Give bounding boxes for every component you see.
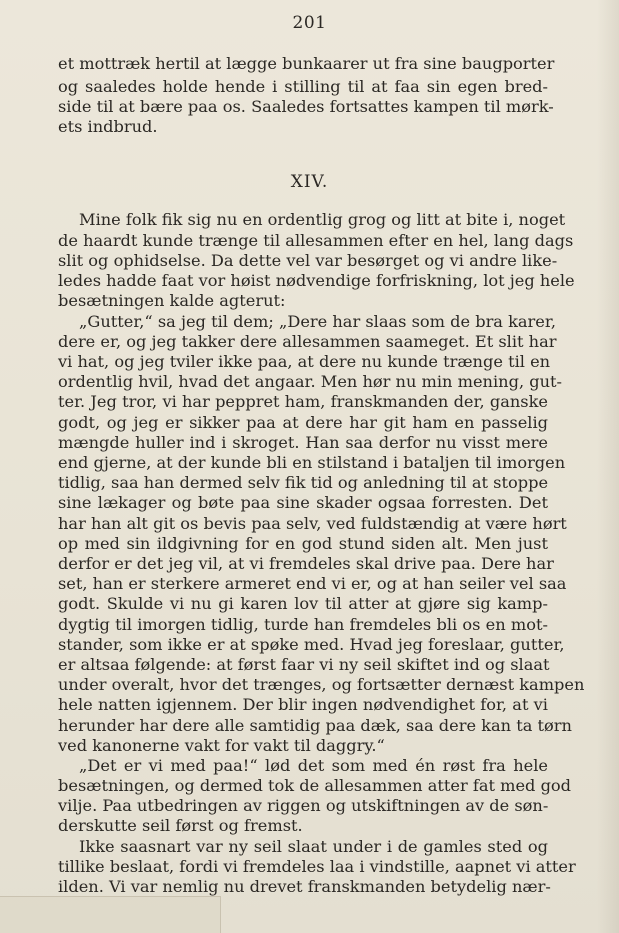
text-line: op med sin ildgivning for en god stund siden alt. Men just <box>58 534 548 553</box>
text-line: herunder har dere alle samtidig paa dæk, saa dere kan ta tørn <box>58 716 572 735</box>
text-line: besætningen kalde agterut: <box>58 291 286 310</box>
text-line: besætningen, og dermed tok de allesammen atter fat med god <box>58 776 572 795</box>
text-line: „Gutter,“ sa jeg til dem; „Dere har slaas som de bra karer, <box>79 312 556 331</box>
text-line: godt, og jeg er sikker paa at dere har git ham en passelig <box>58 413 548 432</box>
text-line: ordentlig hvil, hvad det angaar. Men hør nu min mening, gut- <box>58 372 562 391</box>
text-line: stander, som ikke er at spøke med. Hvad jeg foreslaar, gutter, <box>58 635 565 654</box>
text-line: ledes hadde faat vor høist nødvendige forfriskning, lot jeg hele <box>58 271 575 290</box>
text-line: derfor er det jeg vil, at vi fremdeles skal drive paa. Dere har <box>58 554 554 573</box>
text-line: under overalt, hvor det trænges, og fortsætter dernæst kampen <box>58 675 585 694</box>
page-edge-shadow <box>597 0 619 933</box>
text-line: mængde huller ind i skroget. Han saa derfor nu visst mere <box>58 433 548 452</box>
text-line: har han alt git os bevis paa selv, ved fuldstændig at være hørt <box>58 514 567 533</box>
text-line: tidlig, saa han dermed selv fik tid og anledning til at stoppe <box>58 473 549 492</box>
text-line: dere er, og jeg takker dere allesammen saameget. Et slit har <box>58 332 557 351</box>
text-line: set, han er sterkere armeret end vi er, og at han seiler vel saa <box>58 574 567 593</box>
chapter-heading: XIV. <box>290 172 329 192</box>
text-line: et mottræk hertil at lægge bunkaarer ut fra sine baugporter <box>58 54 555 73</box>
text-line: de haardt kunde trænge til allesammen efter en hel, lang dags <box>58 231 574 250</box>
text-line: slit og ophidselse. Da dette vel var besørget og vi andre like- <box>58 251 558 270</box>
text-line: Ikke saasnart var ny seil slaat under i de gamles sted og <box>79 837 548 856</box>
text-line: er altsaa følgende: at først faar vi ny seil skiftet ind og slaat <box>58 655 550 674</box>
text-line: ter. Jeg tror, vi har peppret ham, franskmanden der, ganske <box>58 392 548 411</box>
text-line: Mine folk fik sig nu en ordentlig grog og litt at bite i, noget <box>79 210 566 229</box>
text-line: godt. Skulde vi nu gi karen lov til atter at gjøre sig kamp- <box>58 594 548 613</box>
scan-artifact <box>0 896 221 933</box>
page-number: 201 <box>292 13 327 33</box>
text-line: ets indbrud. <box>58 117 158 136</box>
text-line: vi hat, og jeg tviler ikke paa, at dere nu kunde trænge til en <box>58 352 551 371</box>
text-line: ved kanonerne vakt for vakt til daggry.“ <box>58 736 385 755</box>
text-line: dygtig til imorgen tidlig, turde han fremdeles bli os en mot- <box>58 615 548 634</box>
text-line: vilje. Paa utbedringen av riggen og utskiftningen av de søn- <box>58 796 549 815</box>
text-line: „Det er vi med paa!“ lød det som med én røst fra hele <box>79 756 548 775</box>
text-line: derskutte seil først og fremst. <box>58 816 303 835</box>
text-line: tillike beslaat, fordi vi fremdeles laa i vindstille, aapnet vi atter <box>58 857 576 876</box>
text-line: og saaledes holde hende i stilling til at faa sin egen bred- <box>58 77 548 96</box>
text-line: ilden. Vi var nemlig nu drevet franskmanden betydelig nær- <box>58 877 551 896</box>
text-line: hele natten igjennem. Der blir ingen nødvendighet for, at vi <box>58 695 548 714</box>
text-line: side til at bære paa os. Saaledes fortsattes kampen til mørk- <box>58 97 554 116</box>
text-line: sine lækager og bøte paa sine skader ogsaa forresten. Det <box>58 493 548 512</box>
text-line: end gjerne, at der kunde bli en stilstand i bataljen til imorgen <box>58 453 566 472</box>
